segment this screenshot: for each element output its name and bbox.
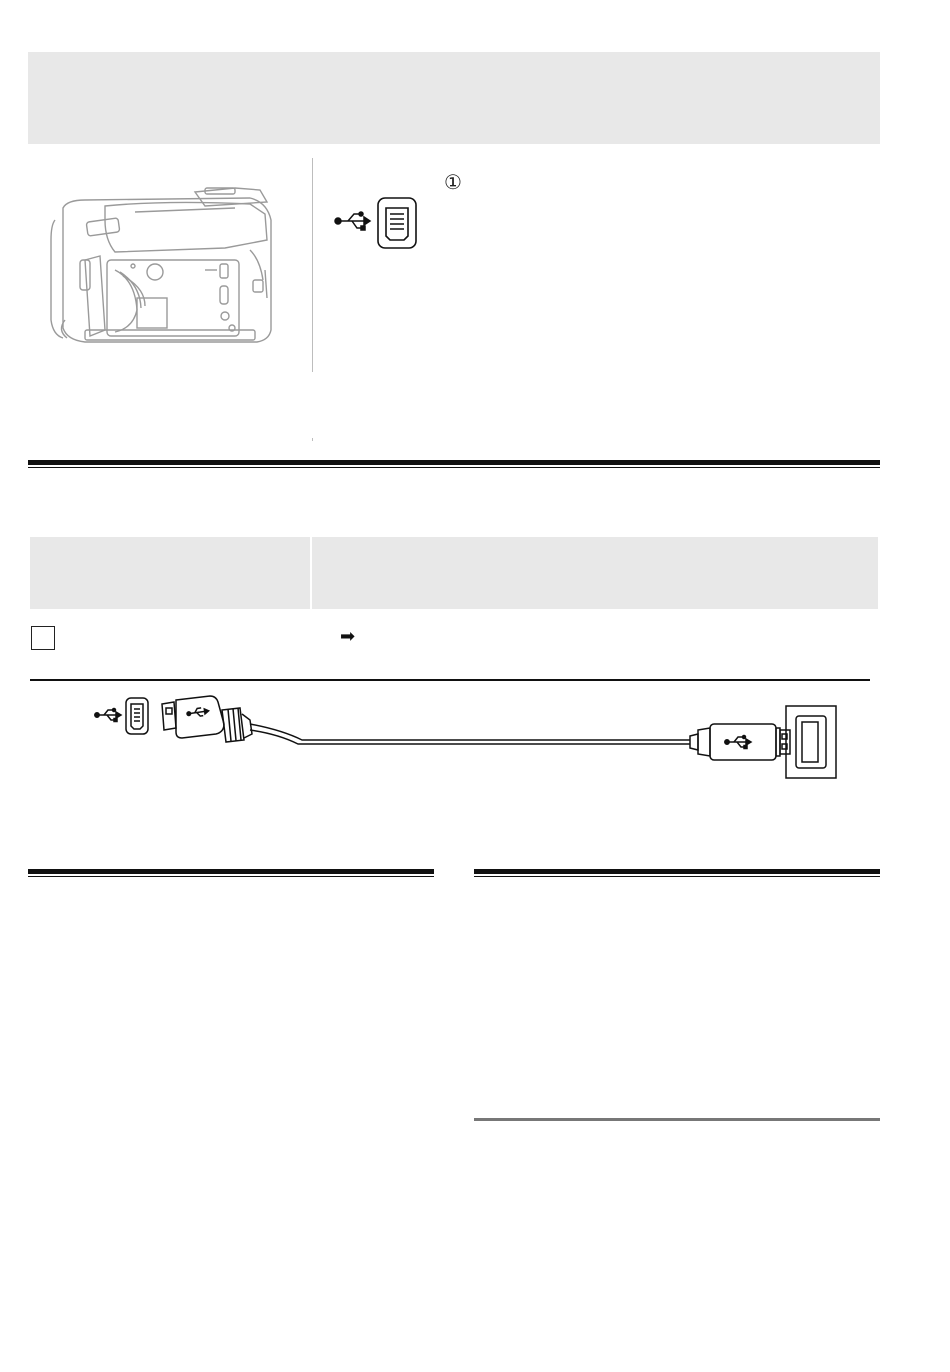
arrow-right-icon: ➡ <box>340 626 356 647</box>
right-column-rule-thin <box>474 876 880 877</box>
left-column-rule-thin <box>28 876 434 877</box>
checkbox-icon <box>31 626 55 650</box>
table-header-left <box>30 537 310 609</box>
camcorder-illustration <box>45 180 285 350</box>
left-column-rule-thick <box>28 869 434 874</box>
right-column-divider <box>474 1118 880 1121</box>
step-marker-1: ① <box>444 170 462 194</box>
section-rule-thick <box>28 460 880 465</box>
right-column-rule-thick <box>474 869 880 874</box>
cable-section-rule <box>30 679 870 681</box>
usb-symbol-icon <box>334 210 374 232</box>
table-header-right <box>312 537 878 609</box>
column-divider-dot <box>312 438 313 441</box>
top-header-band <box>28 52 880 144</box>
usb-cable-illustration <box>92 694 838 786</box>
column-divider-top <box>312 158 313 372</box>
section-rule-thin <box>28 467 880 468</box>
mini-usb-port-icon <box>376 196 418 250</box>
